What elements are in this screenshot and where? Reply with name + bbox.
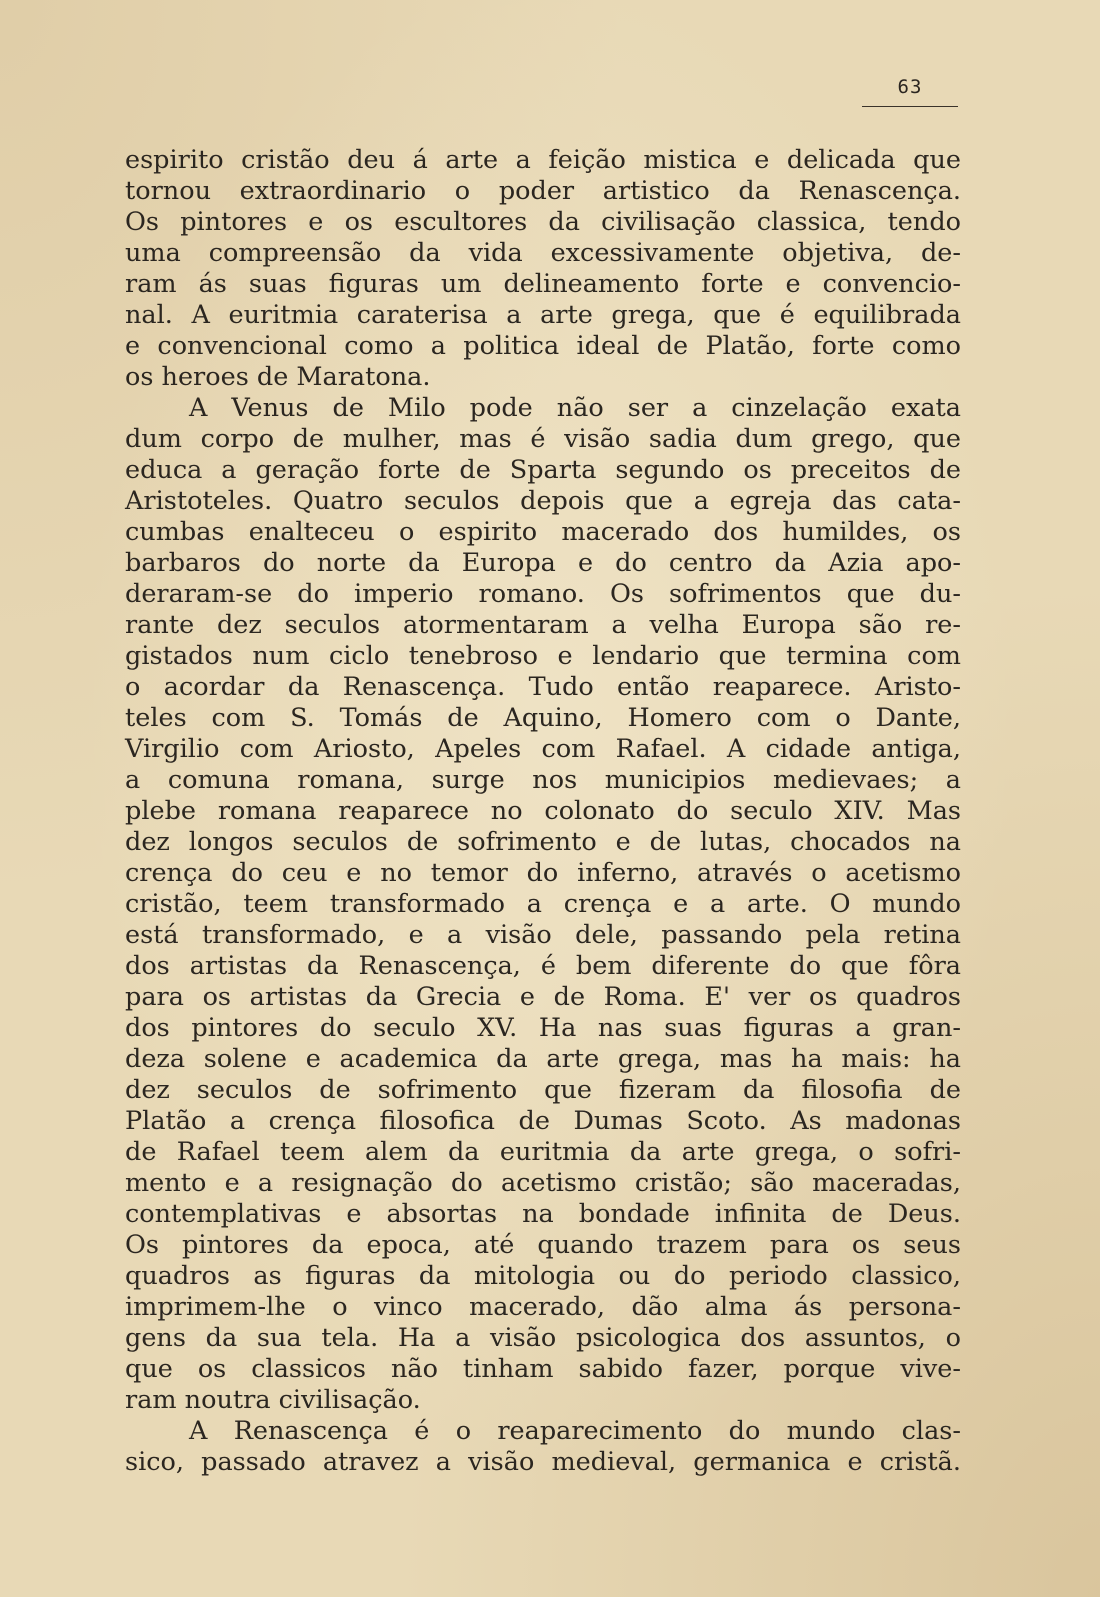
text-line: os heroes de Maratona. [125,362,431,392]
text-line: ram ás suas figuras um delineamento forte e convencio- [125,269,961,299]
text-line: nal. A euritmia caraterisa a arte grega, que é equilibrada [125,300,961,330]
text-line: Os pintores da epoca, até quando trazem para os seus [125,1230,961,1260]
text-line: educa a geração forte de Sparta segundo os preceitos de [125,455,961,485]
text-line: A Renascença é o reaparecimento do mundo clas- [189,1416,961,1446]
text-line: gistados num ciclo tenebroso e lendario que termina com [125,641,961,671]
text-line: crença do ceu e no temor do inferno, através o acetismo [125,858,961,888]
text-line: dez seculos de sofrimento que fizeram da filosofia de [125,1075,961,1105]
text-line: e convencional como a politica ideal de Platão, forte como [125,331,961,361]
page-number-rule [862,106,958,107]
text-line: que os classicos não tinham sabido fazer, porque vive- [125,1354,961,1384]
text-line: teles com S. Tomás de Aquino, Homero com o Dante, [125,703,961,733]
text-line: espirito cristão deu á arte a feição mistica e delicada que [125,145,961,175]
text-line: contemplativas e absortas na bondade infinita de Deus. [125,1199,961,1229]
text-line: cumbas enalteceu o espirito macerado dos humildes, os [125,517,961,547]
text-line: dum corpo de mulher, mas é visão sadia dum grego, que [125,424,961,454]
page-number: 63 [897,76,923,98]
text-line: plebe romana reaparece no colonato do seculo XIV. Mas [125,796,961,826]
text-line: Aristoteles. Quatro seculos depois que a egreja das cata- [125,486,961,516]
text-line: sico, passado atravez a visão medieval, germanica e cristã. [125,1447,961,1477]
text-line: Platão a crença filosofica de Dumas Scoto. As madonas [125,1106,961,1136]
text-line: ram noutra civilisação. [125,1385,421,1415]
text-line: Os pintores e os escultores da civilisação classica, tendo [125,207,961,237]
text-line: mento e a resignação do acetismo cristão; são maceradas, [125,1168,961,1198]
text-line: dos pintores do seculo XV. Ha nas suas figuras a gran- [125,1013,961,1043]
text-line: dos artistas da Renascença, é bem diferente do que fôra [125,951,961,981]
text-line: deza solene e academica da arte grega, mas ha mais: ha [125,1044,961,1074]
text-line: dez longos seculos de sofrimento e de lutas, chocados na [125,827,961,857]
text-line: cristão, teem transformado a crença e a arte. O mundo [125,889,961,919]
text-line: rante dez seculos atormentaram a velha Europa são re- [125,610,961,640]
text-line: de Rafael teem alem da euritmia da arte grega, o sofri- [125,1137,961,1167]
text-line: gens da sua tela. Ha a visão psicologica dos assuntos, o [125,1323,961,1353]
text-line: A Venus de Milo pode não ser a cinzelação exata [189,393,961,423]
text-line: o acordar da Renascença. Tudo então reaparece. Aristo- [125,672,961,702]
text-line: imprimem-lhe o vinco macerado, dão alma ás persona- [125,1292,961,1322]
text-line: quadros as figuras da mitologia ou do periodo classico, [125,1261,961,1291]
text-line: tornou extraordinario o poder artistico da Renascença. [125,176,961,206]
text-line: barbaros do norte da Europa e do centro da Azia apo- [125,548,961,578]
text-line: para os artistas da Grecia e de Roma. E' ver os quadros [125,982,961,1012]
text-line: uma compreensão da vida excessivamente objetiva, de- [125,238,961,268]
text-line: Virgilio com Ariosto, Apeles com Rafael. A cidade antiga, [125,734,961,764]
text-line: a comuna romana, surge nos municipios medievaes; a [125,765,961,795]
text-line: está transformado, e a visão dele, passando pela retina [125,920,961,950]
text-line: deraram-se do imperio romano. Os sofrimentos que du- [125,579,961,609]
body-text [125,145,961,1478]
